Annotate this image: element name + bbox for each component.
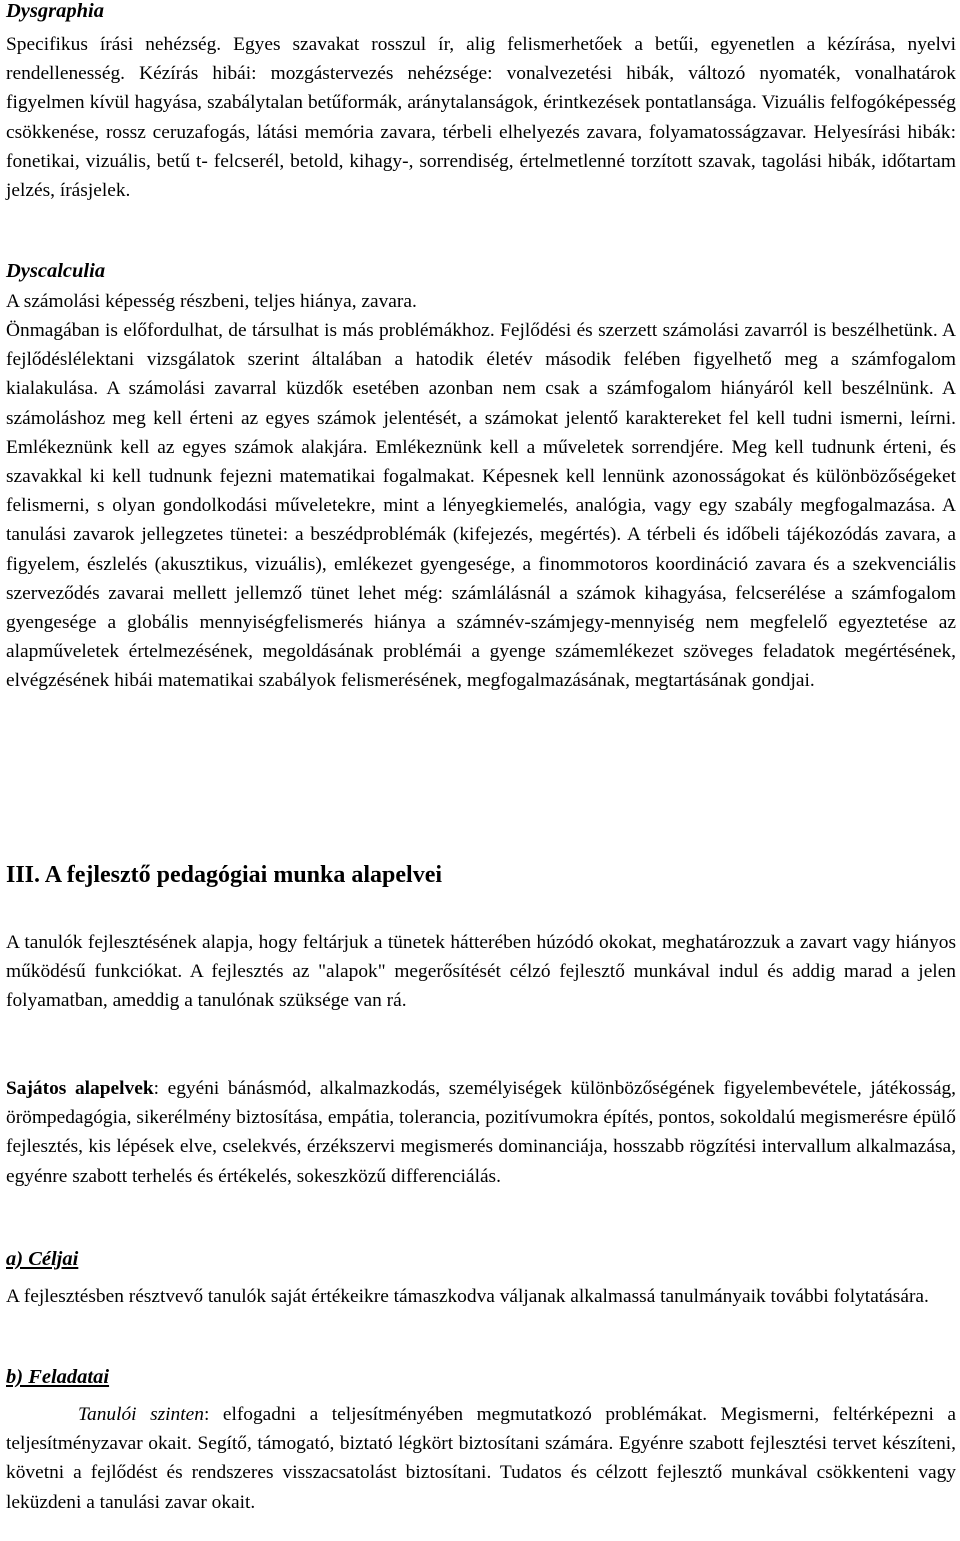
heading-goals [6, 1245, 78, 1274]
paragraph-dyscalculia-definition: A számolási képesség részbeni, teljes hiánya, zavara. [6, 291, 417, 312]
heading-dysgraphia: Dysgraphia [6, 0, 104, 22]
goals-heading-text: a) Céljai [6, 1248, 79, 1270]
paragraph-special-principles [6, 1074, 956, 1191]
paragraph-dyscalculia: Önmagában is előfordulhat, de társulhat is más problémákhoz. Fejlődési és szerzett számolási zavarról is beszélhetünk. A fejlődéslélektani vizsgálatok szerint általában a hatodik életév második felében figyelhető meg a számfogalom kialakulása. A számolási zavarral küzdők esetében azonban nem csak a számfogalom hiányáról kell beszélnünk. A számoláshoz meg kell érteni az egyes számok jelentését, a számokat jelentő karaktereket fel kell tudni ismerni, leírni. Emlékeznünk kell az egyes számok alakjára. Emlékeznünk kell a műveletek sorrendjére. Meg kell tudnunk érteni, és szavakkal ki kell tudnunk fejezni matematikai fogalmakat. Képesnek kell lennünk azonosságokat és különbözőségeket felismerni, s olyan gondolkodási műveletekre, mint a lényegkiemelés, analógia, vagy egy szabály megfogalmazása. A tanulási zavarok jellegzetes tünetei: a beszédproblémák (kifejezés, megértés). A térbeli és időbeli tájékozódás zavara, a figyelem, észlelés (akusztikus, vizuális), emlékezet gyengesége, a finommotoros koordináció zavara és a szekvenciális szerveződés zavarai mellett jellemző tünet lehet még: számlálásnál a számok kihagyása, felcserélése a számfogalom gyengesége a globális mennyiségfelismerés hiánya a számnév-számjegy-mennyiség nem megfelelő egyeztetése az alapműveletek értelmezésének, megoldásának problémái a gyenge számemlékezet szöveges feladatok megértésének, elvégzésének hibái matematikai szabályok felismerésének, megfogalmazásának, megtartásának gondjai. [6, 320, 956, 692]
tasks-heading-text: b) Feladatai [6, 1366, 110, 1388]
heading-dyscalculia: Dyscalculia [6, 260, 106, 282]
paragraph-dysgraphia: Specifikus írási nehézség. Egyes szavakat rosszul ír, alig felismerhetőek a betűi, egyenetlen a kézírása, nyelvi rendellenesség. Kézírás hibái: mozgástervezés nehézsége: vonalvezetési hibák, változó nyomaték, vonalhatárok figyelmen kívül hagyása, szabálytalan betűformák, aránytalanságok, érintkezések pontatlansága. Vizuális felfogóképesség csökkenése, rossz ceruzafogás, látási memória zavara, térbeli elhelyezés zavara, folyamatosságzavar. Helyesírási hibák: fonetikai, vizuális, betű t- felcserél, betold, kihagy-, sorrendiség, értelmetlenné torzított szavak, tagolási hibák, időtartam jelzés, írásjelek. [6, 34, 956, 202]
paragraph-tasks [6, 1400, 956, 1517]
paragraph-goals: A fejlesztésben résztvevő tanulók saját értékeikre támaszkodva váljanak alkalmassá tanulmányaik további folytatására. [6, 1286, 929, 1307]
paragraph-development-basis: A tanulók fejlesztésének alapja, hogy feltárjuk a tünetek hátterében húzódó okokat, meghatározzuk a zavart vagy hiányos működésű funkciókat. A fejlesztés az "alapok" megerősítését célzó fejlesztő munkával indul és addig marad a jelen folyamatban, ameddig a tanulónak szüksége van rá. [6, 932, 956, 1012]
student-level-label: Tanulói szinten [78, 1404, 204, 1425]
student-level-text: : elfogadni a teljesítményében megmutatkozó problémákat. Megismerni, feltérképezni a teljesítményzavar okait. Segítő, támogató, biztató légkört biztosítani számára. Egyénre szabott fejlesztési tervet készíteni, követni a fejlődést és rendszeres visszacsatolást biztosítani. Tudatos és célzott fejlesztő munkával csökkenteni vagy leküzdeni a tanulási zavar okait. [6, 1404, 956, 1513]
heading-tasks [6, 1363, 109, 1392]
heading-section-3: III. A fejlesztő pedagógiai munka alapelvei [6, 862, 443, 888]
special-principles-label: Sajátos alapelvek [6, 1078, 154, 1099]
special-principles-text: : egyéni bánásmód, alkalmazkodás, személyiségek különbözőségének figyelembevétele, játékosság, örömpedagógia, sikerélmény biztosítása, empátia, tolerancia, pozitívumokra építés, pontos, sokoldalú megismerésre épülő fejlesztés, kis lépések elve, cselekvés, érzékszervi megismerés dominanciája, hosszabb rögzítési intervallum alkalmazása, egyénre szabott terhelés és értékelés, sokeszközű differenciálás. [6, 1078, 956, 1187]
